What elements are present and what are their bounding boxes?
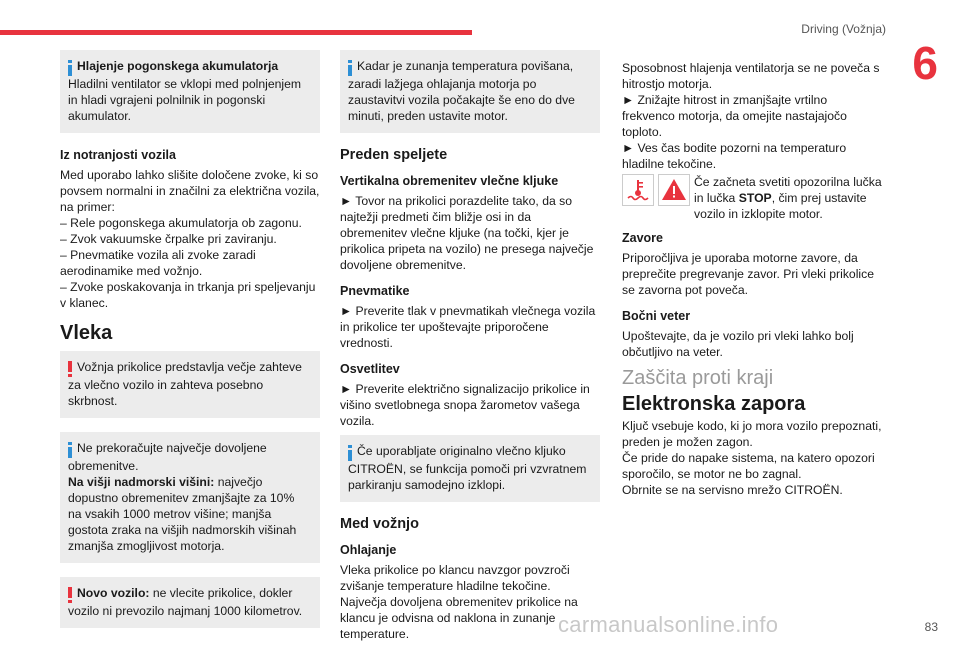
warning-box-new-vehicle [60, 577, 320, 628]
box-text: Če uporabljate originalno vlečno kljuko CITROËN, se funkcija pomoči pri vzvratnem parkiranju samodejno izklopi. [348, 444, 587, 492]
box-text: Kadar je zunanja temperatura povišana, zaradi lažjega ohlajanja motorja po zaustavitvi vozila počakajte še eno do dve minuti, preden ustavite motor. [348, 59, 575, 123]
info-icon [348, 60, 352, 76]
paragraph: ► Preverite električno signalizacijo prikolice in višino svetlobnega snopa žarometov vašega vozila. [340, 382, 590, 428]
text: , čim prej ustavite vozilo in izklopite motor. [694, 191, 867, 221]
paragraph: Vleka prikolice po klancu navzgor povzroči zvišanje temperature hladilne tekočine. Največja dovoljena obremenitev prikolice na klancu je odvisna od naklona in zunanje temperature. [340, 563, 578, 641]
subheading: Vertikalna obremenitev vlečne kljuke [340, 174, 559, 188]
sound-list [60, 215, 320, 311]
column-1 [60, 50, 320, 642]
subheading: Pnevmatike [340, 284, 410, 298]
warning-box-towing [60, 351, 320, 418]
paragraph: Sposobnost hlajenja ventilatorja se ne poveča s hitrostjo motorja. [622, 61, 880, 91]
stop-warning-icon [658, 174, 690, 206]
page-heading: Vleka [60, 322, 113, 344]
subheading: Bočni veter [622, 309, 691, 323]
watermark: carmanualsonline.info [558, 612, 779, 637]
box-text: Hladilni ventilator se vklopi med polnjenjem in hladi vgrajeni polnilnik in pogonski akumulator. [68, 77, 302, 123]
box-text: ne vlecite prikolice, dokler vozilo ni prevozilo najmanj 1000 kilometrov. [68, 586, 303, 618]
info-icon [68, 442, 72, 458]
subheading: Zavore [622, 231, 663, 245]
box-title: Hlajenje pogonskega akumulatorja [77, 59, 279, 73]
page-number: 83 [924, 620, 938, 634]
subheading: Osvetlitev [340, 362, 400, 376]
paragraph: ► Tovor na prikolici porazdelite tako, da so najtežji predmeti čim bližje osi in da obremenitev vlečne kljuke (na točki, kjer je prikolica pripeta na vozilo) ne presega največje dovoljene obremenitve. [340, 194, 594, 272]
warning-icon [68, 587, 72, 603]
text-line: Obrnite se na servisno mrežo CITROËN. [622, 483, 843, 497]
info-box-load [60, 432, 320, 563]
list-item: – Pnevmatike vozila ali zvoke zaradi aerodinamike med vožnjo. [60, 248, 256, 278]
box-text: Ne prekoračujte največje dovoljene obremenitve. [68, 441, 267, 473]
paragraph: Med uporabo lahko slišite določene zvoke, ki so povsem normalni in značilni za električna vozila, na primer: [60, 168, 320, 214]
column-3 [622, 60, 882, 498]
list-item: – Zvoke poskakovanja in trkanja pri speljevanju v klanec. [60, 280, 316, 310]
chapter-bar [0, 30, 472, 35]
bold-label: Na višji nadmorski višini: [68, 475, 215, 489]
stop-label: STOP [738, 191, 772, 205]
chapter-number: 6 [912, 37, 938, 89]
text: Če začneta svetiti opozorilna lučka in lučka [694, 175, 882, 205]
box-text: Vožnja prikolice predstavlja večje zahteve za vlečno vozilo in zahteva posebno skrbnost. [68, 360, 302, 408]
paragraph: Priporočljiva je uporaba motorne zavore, da preprečite pregrevanje zavor. Pri vleki prikolice se zavorna pot poveča. [622, 251, 874, 297]
lamp-text [694, 174, 882, 222]
text-line: Ključ vsebuje kodo, ki jo mora vozilo prepoznati, preden je možen zagon. [622, 419, 882, 449]
info-box-towbar [340, 435, 600, 502]
section-header: Driving (Vožnja) [801, 22, 886, 36]
subheading: Ohlajanje [340, 543, 397, 557]
info-box-battery-cooling [60, 50, 320, 133]
section-heading: Iz notranjosti vozila [60, 148, 176, 162]
text-line: Če pride do napake sistema, na katero opozori sporočilo, se motor ne bo zagnal. [622, 451, 875, 481]
section-heading-light: Zaščita proti kraji [622, 367, 774, 389]
warning-lamps-row [622, 174, 882, 222]
paragraph: ► Znižajte hitrost in zmanjšajte vrtilno frekvenco motorja, da omejite nastajajočo toploto. [622, 93, 847, 139]
info-box-engine-cooling [340, 50, 600, 133]
info-icon [68, 60, 72, 76]
box-text: največjo dopustno obremenitev zmanjšajte za 10% na vsakih 1000 metrov višine; manjša gostota zraka na višjih nadmorskih višinah zmanjša zmogljivost motorja. [68, 475, 297, 553]
paragraph: ► Preverite tlak v pnevmatikah vlečnega vozila in prikolice ter upoštevajte priporočene vrednosti. [340, 304, 596, 350]
section-heading: Med vožnjo [340, 516, 419, 532]
list-item: – Rele pogonskega akumulatorja ob zagonu. [60, 216, 302, 230]
bold-label: Novo vozilo: [77, 586, 150, 600]
paragraph: Upoštevajte, da je vozilo pri vleki lahko bolj občutljivo na veter. [622, 329, 854, 359]
paragraph: ► Ves čas bodite pozorni na temperaturo hladilne tekočine. [622, 141, 847, 171]
section-heading: Preden speljete [340, 147, 448, 163]
list-item: – Zvok vakuumske črpalke pri zaviranju. [60, 232, 277, 246]
immobiliser-text [622, 418, 882, 498]
column-2 [340, 50, 600, 648]
info-icon [348, 445, 352, 461]
warning-icon [68, 361, 72, 377]
coolant-temperature-icon [622, 174, 654, 206]
page-heading: Elektronska zapora [622, 393, 806, 415]
